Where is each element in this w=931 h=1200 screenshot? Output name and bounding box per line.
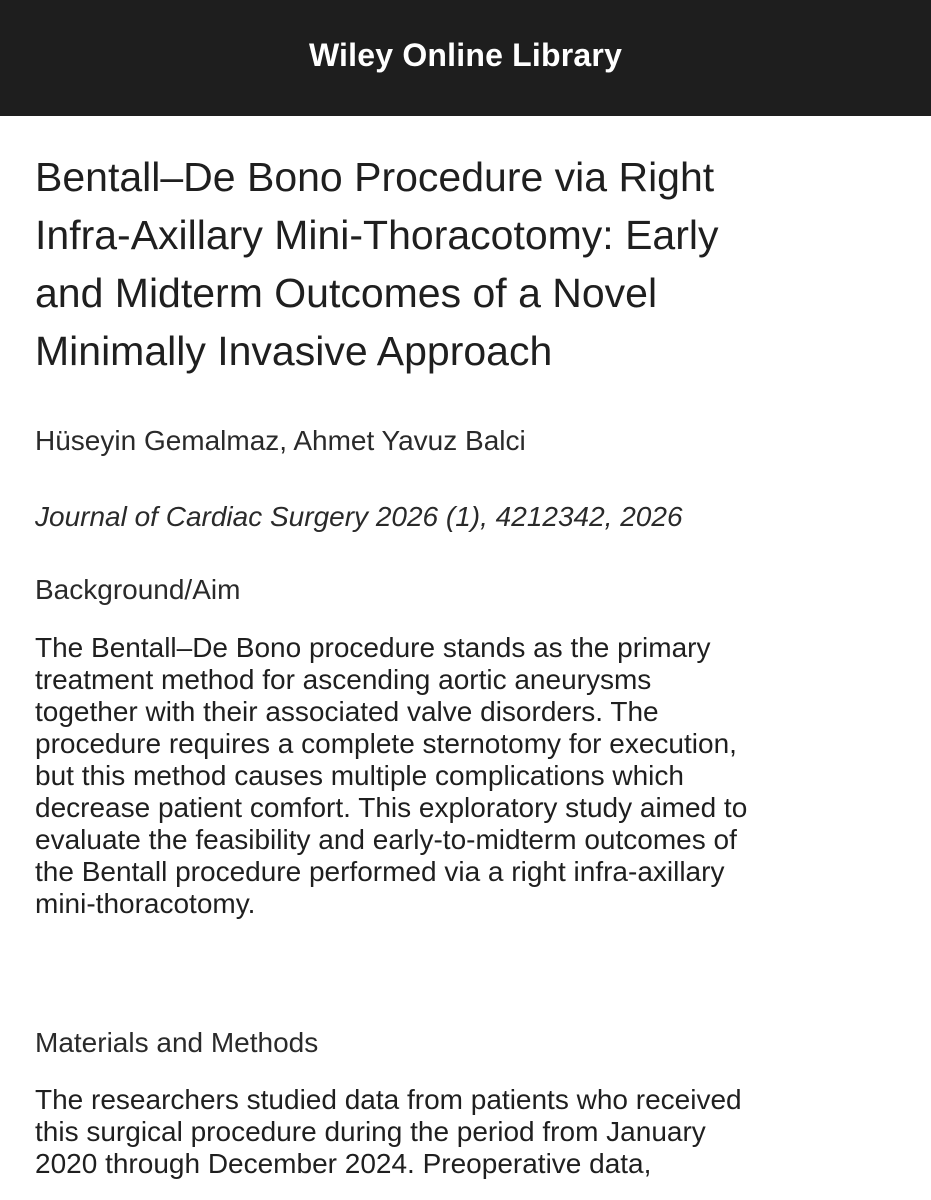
body-line: but this method causes multiple complications which (35, 760, 684, 791)
body-line: mini-thoracotomy. (35, 888, 256, 919)
article-title-line: Infra-Axillary Mini-Thoracotomy: Early (35, 212, 719, 258)
body-line: procedure requires a complete sternotomy for execution, (35, 728, 737, 759)
body-line: together with their associated valve disorders. The (35, 696, 659, 727)
article-title-line: Minimally Invasive Approach (35, 328, 553, 374)
body-line: decrease patient comfort. This exploratory study aimed to (35, 792, 748, 823)
body-line: this surgical procedure during the period from January (35, 1116, 706, 1147)
section-body-methods (35, 1084, 905, 1180)
body-line: 2020 through December 2024. Preoperative data, (35, 1148, 652, 1179)
site-header (0, 0, 931, 116)
body-line: The researchers studied data from patients who received (35, 1084, 742, 1115)
section-body-background (35, 632, 905, 920)
body-line: The Bentall–De Bono procedure stands as the primary (35, 632, 711, 663)
article-title-line: Bentall–De Bono Procedure via Right (35, 154, 715, 200)
article-content (35, 148, 905, 1179)
site-title[interactable]: Wiley Online Library (308, 36, 623, 73)
section-heading-methods: Materials and Methods (35, 1027, 319, 1058)
journal-citation: Journal of Cardiac Surgery 2026 (1), 4212342, 2026 (35, 501, 683, 532)
article-title-line: and Midterm Outcomes of a Novel (35, 270, 658, 316)
body-line: the Bentall procedure performed via a right infra-axillary (35, 856, 725, 887)
article-authors: Hüseyin Gemalmaz, Ahmet Yavuz Balci (35, 425, 526, 456)
section-heading-background: Background/Aim (35, 574, 241, 605)
article-title (35, 148, 905, 380)
body-line: treatment method for ascending aortic aneurysms (35, 664, 652, 695)
body-line: evaluate the feasibility and early-to-midterm outcomes of (35, 824, 737, 855)
